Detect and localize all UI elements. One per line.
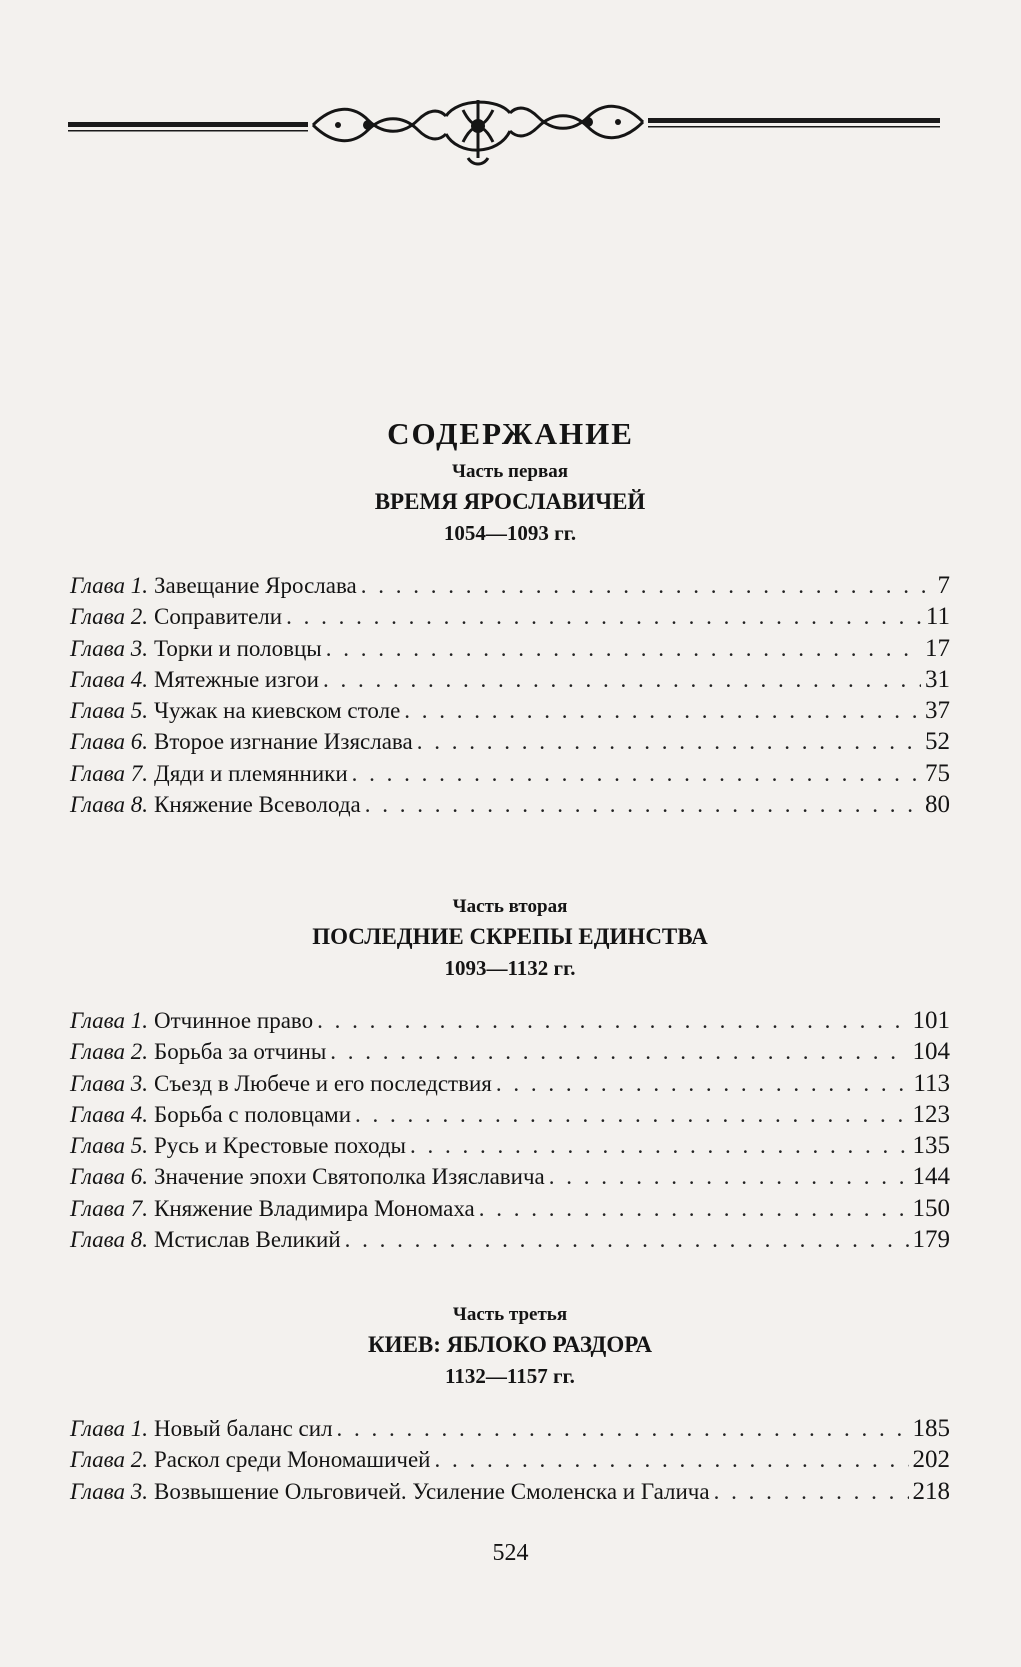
dot-leader [410,1130,908,1161]
chapter-entry[interactable] [70,1224,950,1255]
chapter-page: 179 [912,1226,950,1254]
chapter-page: 7 [937,572,950,599]
chapter-entry[interactable] [70,789,950,820]
part-years: 1093—1132 гг. [444,956,576,980]
chapter-title: Мятежные изгои [154,666,319,692]
chapter-title: Борьба с половцами [154,1101,352,1127]
chapter-entry[interactable] [70,1476,950,1507]
chapter-number: Глава 8. [70,1227,148,1253]
dot-leader [330,1036,908,1067]
chapter-page: 202 [912,1446,950,1474]
page-number: 524 [492,1540,529,1566]
chapter-number: Глава 7. [70,1195,148,1221]
chapter-entry[interactable] [70,664,950,695]
chapter-title: Завещание Ярослава [154,573,357,598]
dot-leader [317,1005,908,1036]
chapter-number: Глава 1. [70,573,148,598]
part-title: ПОСЛЕДНИЕ СКРЕПЫ ЕДИНСТВА [312,924,708,949]
chapter-number: Глава 3. [70,1478,148,1504]
chapter-page: 123 [912,1100,950,1128]
chapter-page: 11 [925,603,950,631]
chapter-entry[interactable] [70,695,950,726]
part-label: Часть третья [452,1304,568,1325]
chapter-title: Мстислав Великий [154,1227,341,1253]
chapter-title: Съезд в Любече и его последствия [154,1070,492,1096]
chapter-entry[interactable] [70,570,950,601]
chapter-title: Второе изгнание Изяслава [154,729,413,755]
chapter-title: Чужак на киевском столе [154,698,401,724]
chapter-page: 75 [925,759,950,787]
chapter-number: Глава 2. [70,1447,148,1473]
chapter-list [70,1413,950,1507]
part-label: Часть вторая [452,896,568,917]
chapter-number: Глава 3. [70,1070,148,1096]
chapter-entry[interactable] [70,1193,950,1224]
part-years: 1054—1093 гг. [443,521,577,545]
dot-leader [326,633,921,664]
chapter-entry[interactable] [70,758,950,789]
chapter-page: 52 [925,728,950,756]
chapter-number: Глава 5. [70,1133,148,1159]
chapter-title: Новый баланс сил [154,1416,333,1441]
chapter-title: Отчинное право [154,1008,314,1033]
chapter-number: Глава 1. [70,1008,148,1033]
chapter-number: Глава 6. [70,729,148,755]
dot-leader [365,789,921,820]
dot-leader [417,726,921,757]
chapter-page: 101 [912,1007,950,1034]
chapter-page: 144 [912,1163,950,1191]
dot-leader [286,601,922,632]
dot-leader [361,570,934,601]
chapter-number: Глава 1. [70,1416,148,1441]
chapter-list [70,1005,950,1255]
dot-leader [479,1193,909,1224]
chapter-title: Княжение Всеволода [154,792,361,818]
dot-leader [434,1444,908,1475]
chapter-list [70,570,950,820]
dot-leader [345,1224,909,1255]
chapter-title: Значение эпохи Святополка Изяславича [154,1164,545,1190]
chapter-entry[interactable] [70,1130,950,1161]
part-3 [70,1301,950,1507]
chapter-number: Глава 2. [70,1039,148,1065]
chapter-entry[interactable] [70,1068,950,1099]
chapter-page: 185 [912,1415,950,1442]
dot-leader [714,1476,909,1507]
chapter-title: Торки и половцы [154,635,322,661]
chapter-number: Глава 5. [70,698,148,724]
chapter-number: Глава 6. [70,1164,148,1190]
part-years: 1132—1157 гг. [445,1364,575,1388]
chapter-entry[interactable] [70,1036,950,1067]
chapter-page: 80 [925,791,950,819]
chapter-entry[interactable] [70,1161,950,1192]
dot-leader [549,1161,909,1192]
chapter-entry[interactable] [70,1413,950,1444]
part-label: Часть первая [452,461,568,482]
chapter-page: 37 [925,697,950,725]
dot-leader [323,664,921,695]
dot-leader [337,1413,909,1444]
dot-leader [355,1099,908,1130]
ornament-header [68,100,940,180]
part-title: ВРЕМЯ ЯРОСЛАВИЧЕЙ [374,489,646,514]
chapter-title: Русь и Крестовые походы [154,1133,407,1159]
chapter-title: Дяди и племянники [154,760,348,786]
part-1 [70,458,950,820]
chapter-title: Возвышение Ольговичей. Усиление Смоленска и Галича [154,1478,710,1504]
chapter-title: Княжение Владимира Мономаха [154,1195,475,1221]
chapter-page: 113 [913,1069,950,1097]
part-title: КИЕВ: ЯБЛОКО РАЗДОРА [368,1332,652,1357]
chapter-page: 31 [925,665,950,693]
chapter-number: Глава 4. [70,1101,148,1127]
chapter-title: Раскол среди Мономашичей [154,1447,431,1473]
chapter-page: 104 [912,1038,950,1066]
chapter-page: 17 [925,634,950,662]
chapter-entry[interactable] [70,1099,950,1130]
toc-title: СОДЕРЖАНИЕ [387,416,634,451]
chapter-number: Глава 7. [70,760,148,786]
chapter-entry[interactable] [70,601,950,632]
chapter-entry[interactable] [70,726,950,757]
chapter-entry[interactable] [70,633,950,664]
chapter-page: 135 [912,1132,950,1160]
chapter-entry[interactable] [70,1444,950,1475]
chapter-number: Глава 2. [70,604,148,630]
chapter-title: Соправители [154,604,283,630]
dot-leader [352,758,921,789]
chapter-page: 150 [912,1194,950,1222]
chapter-number: Глава 3. [70,635,148,661]
chapter-title: Борьба за отчины [154,1039,327,1065]
chapter-page: 218 [912,1477,950,1505]
dot-leader [496,1068,910,1099]
chapter-number: Глава 4. [70,666,148,692]
chapter-number: Глава 8. [70,792,148,818]
part-2 [70,893,950,1255]
chapter-entry[interactable] [70,1005,950,1036]
dot-leader [404,695,921,726]
